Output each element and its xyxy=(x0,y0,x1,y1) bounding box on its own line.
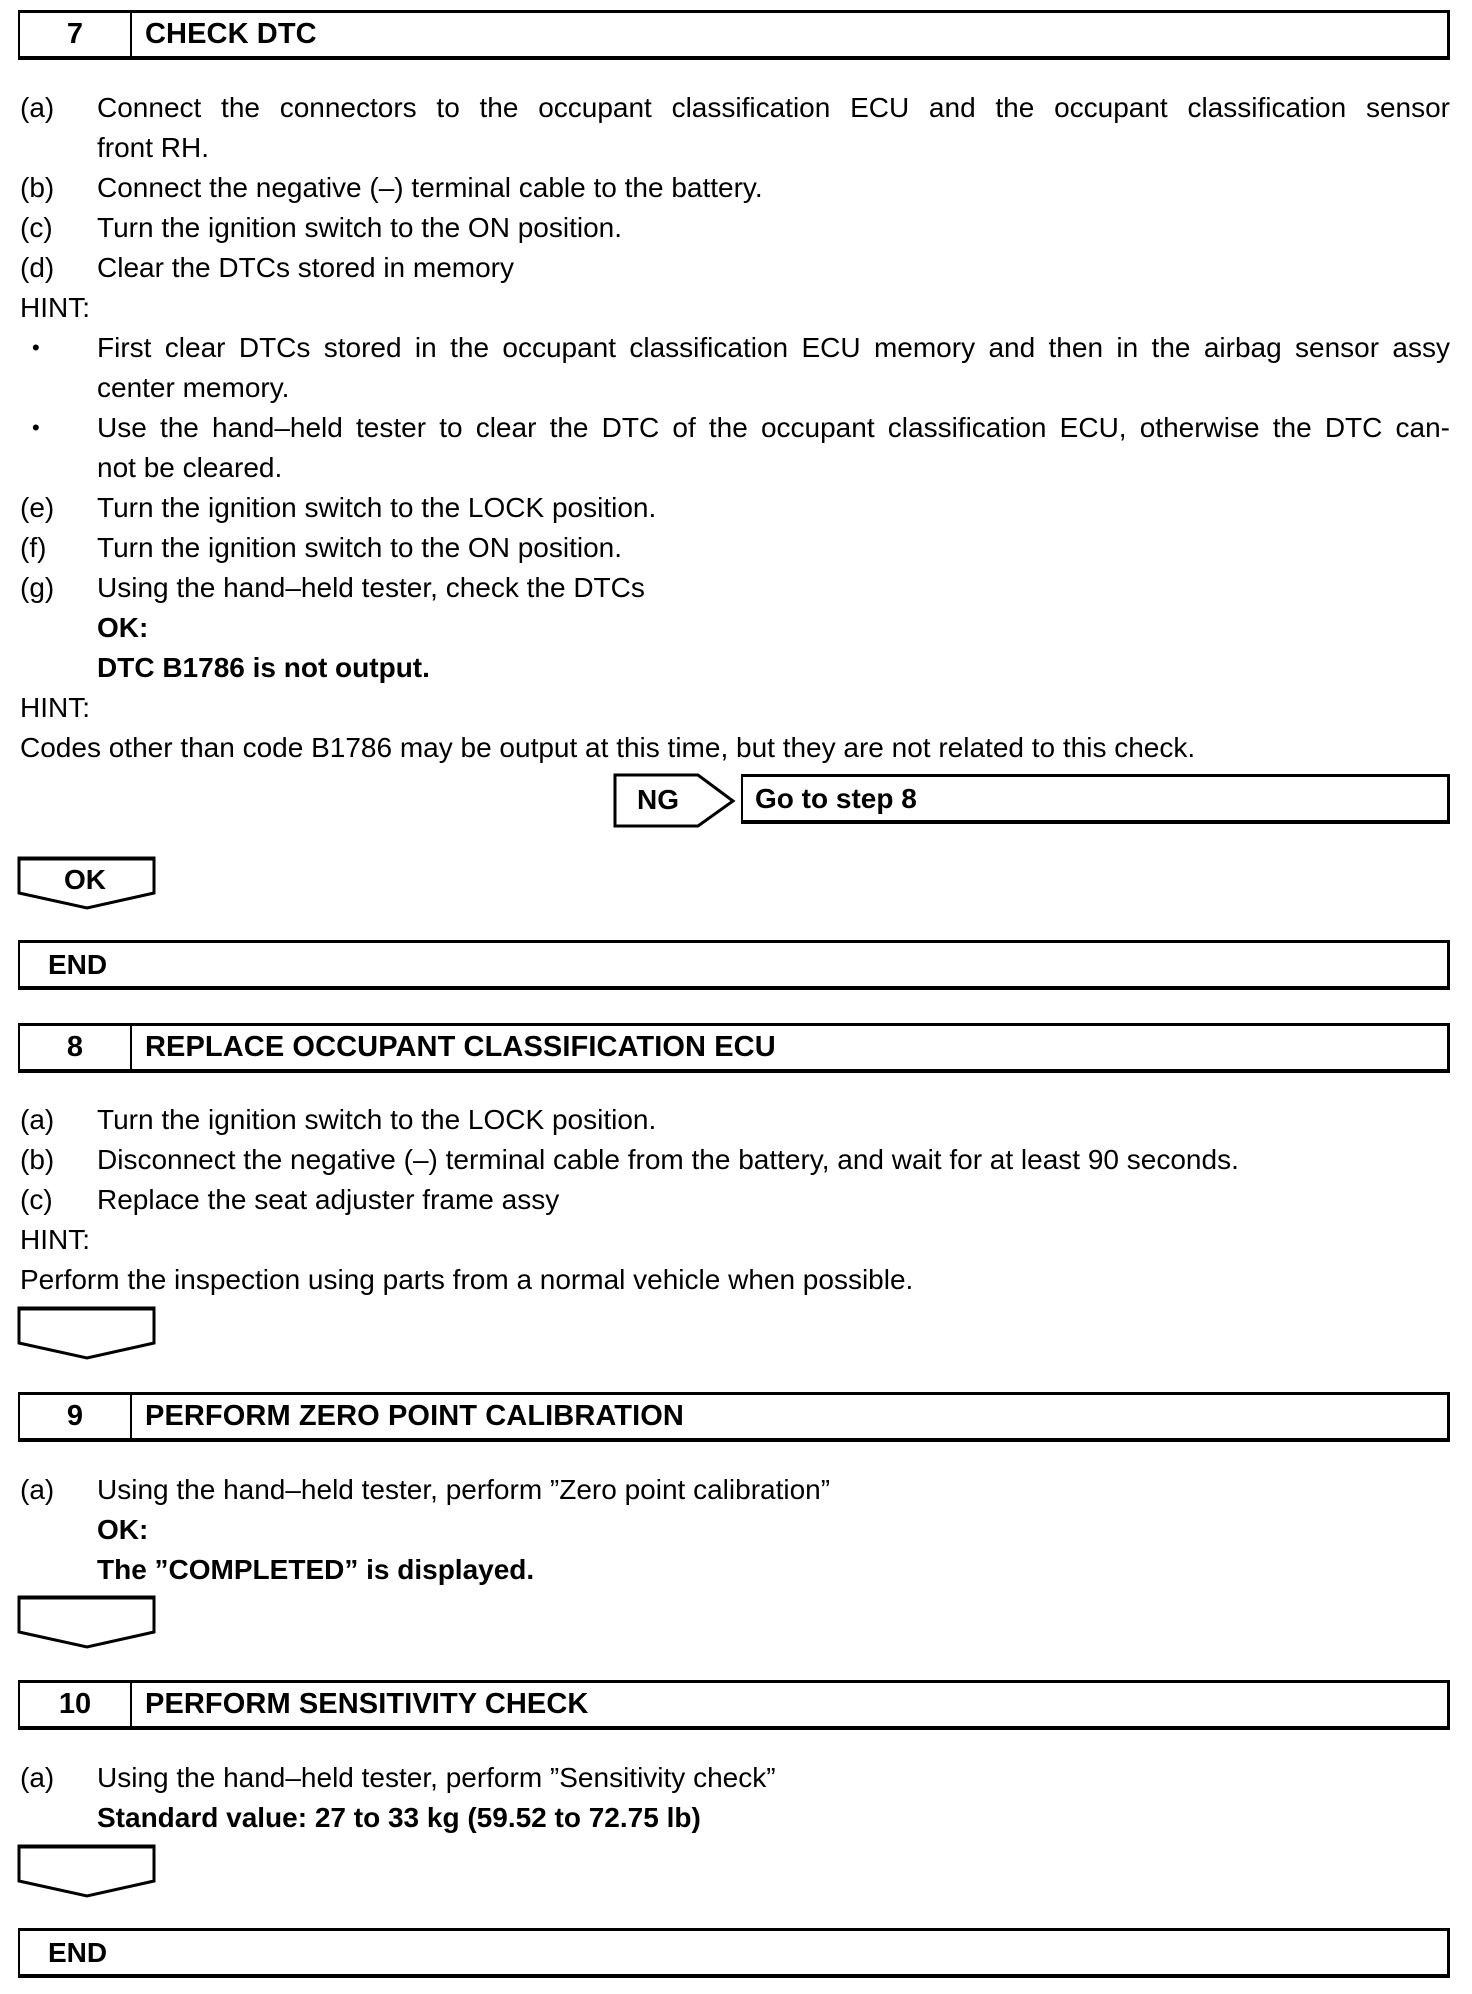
next-arrow-down-icon xyxy=(17,1306,157,1360)
step-title: PERFORM SENSITIVITY CHECK xyxy=(145,1688,589,1720)
step-number: 7 xyxy=(20,13,132,56)
next-arrow-down-icon xyxy=(17,1844,157,1898)
item-text-a: Connect the connectors to the occupant classification ECU and the occupant classification sensor xyxy=(97,92,1450,123)
ng-branch-label: NG xyxy=(637,784,679,815)
hint-label: HINT: xyxy=(20,692,90,723)
item-label-c: (c) xyxy=(20,212,53,243)
step-9-header xyxy=(18,1392,1450,1442)
ok-criteria-value: The ”COMPLETED” is displayed. xyxy=(97,1554,535,1585)
item-text-g: Using the hand–held tester, check the DTCs xyxy=(97,572,645,603)
hint-bullet-1-cont: center memory. xyxy=(97,372,290,403)
step-title: PERFORM ZERO POINT CALIBRATION xyxy=(145,1400,684,1432)
item-label-a: (a) xyxy=(20,1762,55,1793)
hint-bullet-1: First clear DTCs stored in the occupant classification ECU memory and then in the airbag sensor assy xyxy=(97,332,1450,363)
bullet-icon: • xyxy=(32,415,40,440)
item-label-a: (a) xyxy=(20,92,55,123)
ok-criteria-label: OK: xyxy=(97,1514,149,1545)
item-label-a: (a) xyxy=(20,1474,55,1505)
ok-criteria-value: DTC B1786 is not output. xyxy=(97,652,430,683)
item-text-a: Using the hand–held tester, perform ”Zero point calibration” xyxy=(97,1474,831,1505)
standard-value: Standard value: 27 to 33 kg (59.52 to 72.75 lb) xyxy=(97,1802,701,1833)
hint-bullet-2: Use the hand–held tester to clear the DTC of the occupant classification ECU, otherwise the DTC can- xyxy=(97,412,1450,443)
end-box xyxy=(18,1928,1450,1978)
item-label-b: (b) xyxy=(20,172,55,203)
next-arrow-down-icon xyxy=(17,1595,157,1649)
hint-text: Codes other than code B1786 may be output at this time, but they are not related to this check. xyxy=(20,732,1196,763)
step-title: REPLACE OCCUPANT CLASSIFICATION ECU xyxy=(145,1031,776,1063)
item-text-c: Replace the seat adjuster frame assy xyxy=(97,1184,560,1215)
step-number: 8 xyxy=(20,1026,132,1069)
item-text-a: Turn the ignition switch to the LOCK position. xyxy=(97,1104,657,1135)
step-8-header xyxy=(18,1023,1450,1073)
step-number: 10 xyxy=(20,1683,132,1726)
item-text-b: Connect the negative (–) terminal cable to the battery. xyxy=(97,172,763,203)
item-label-g: (g) xyxy=(20,572,55,603)
item-text-a-cont: front RH. xyxy=(97,132,210,163)
bullet-icon: • xyxy=(32,335,40,360)
item-text-a: Using the hand–held tester, perform ”Sensitivity check” xyxy=(97,1762,776,1793)
step-number: 9 xyxy=(20,1395,132,1438)
item-text-c: Turn the ignition switch to the ON position. xyxy=(97,212,622,243)
item-label-a: (a) xyxy=(20,1104,55,1135)
item-label-f: (f) xyxy=(20,532,47,563)
go-to-step-label: Go to step 8 xyxy=(755,782,917,814)
item-label-c: (c) xyxy=(20,1184,53,1215)
item-text-f: Turn the ignition switch to the ON position. xyxy=(97,532,622,563)
end-box xyxy=(18,940,1450,990)
hint-label: HINT: xyxy=(20,1224,90,1255)
ok-branch-label: OK xyxy=(64,864,106,895)
item-text-b: Disconnect the negative (–) terminal cable from the battery, and wait for at least 90 seconds. xyxy=(97,1144,1239,1175)
item-text-d: Clear the DTCs stored in memory xyxy=(97,252,515,283)
item-label-d: (d) xyxy=(20,252,55,283)
go-to-step-8-link[interactable] xyxy=(741,774,1450,824)
item-label-e: (e) xyxy=(20,492,55,523)
hint-label: HINT: xyxy=(20,292,90,323)
hint-bullet-2-cont: not be cleared. xyxy=(97,452,283,483)
step-title: CHECK DTC xyxy=(145,18,317,50)
ok-criteria-label: OK: xyxy=(97,612,149,643)
end-label: END xyxy=(48,1936,108,1968)
item-text-e: Turn the ignition switch to the LOCK position. xyxy=(97,492,657,523)
hint-text: Perform the inspection using parts from a normal vehicle when possible. xyxy=(20,1264,914,1295)
item-label-b: (b) xyxy=(20,1144,55,1175)
step-10-header xyxy=(18,1680,1450,1730)
step-7-header xyxy=(18,10,1450,60)
end-label: END xyxy=(48,948,108,980)
